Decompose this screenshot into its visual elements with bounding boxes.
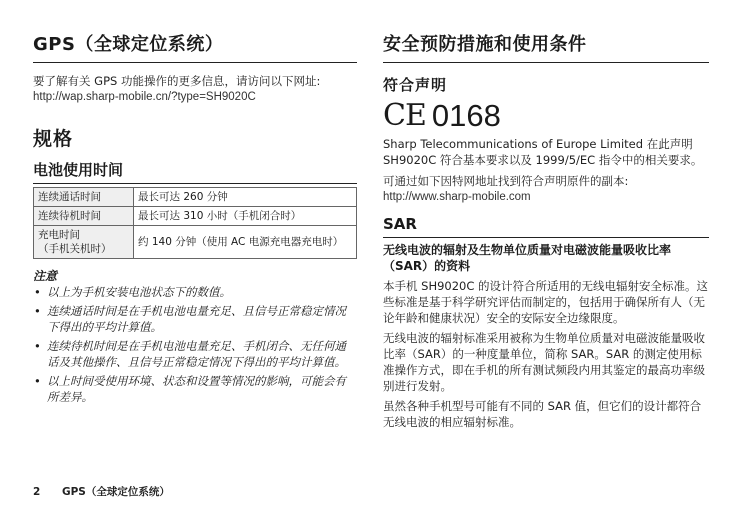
declaration-url[interactable]: http://www.sharp-mobile.com [383,191,531,203]
list-item [33,373,357,405]
safety-heading: 安全预防措施和使用条件 [383,34,709,63]
note-text: 以上时间受使用环境、状态和设置等情况的影响，可能会有所差异。 [47,374,346,404]
ce-marking [383,99,709,133]
notes-list [33,284,357,405]
table-cell-key: 连续通话时间 [34,188,134,207]
spec-heading: 规格 [33,128,74,150]
note-text: 连续通话时间是在手机电池电量充足、且信号正常稳定情况下得出的平均计算值。 [47,304,346,334]
battery-table [33,187,357,259]
page-number: 2 [33,486,41,498]
gps-text: 要了解有关 GPS 功能操作的更多信息，请访问以下网址: [33,74,321,88]
table-row [34,226,357,259]
footer-section: GPS（全球定位系统） [61,486,170,498]
sar-paragraph-3: 虽然各种手机型号可能有不同的 SAR 值，但它们的设计都符合无线电波的相应辐射标准。 [383,399,702,429]
bullet-icon: • [34,285,41,299]
declaration-heading: 符合声明 [383,76,448,94]
declaration-text-2: 可通过如下因特网地址找到符合声明原件的副本: [383,174,629,188]
right-column [383,34,709,430]
sar-heading: SAR [383,215,709,238]
list-item [33,284,357,300]
note-heading: 注意 [33,269,58,283]
table-row [34,188,357,207]
bullet-icon: • [34,374,41,388]
sar-subheading: 无线电波的辐射及生物单位质量对电磁波能量吸收比率（SAR）的资料 [383,243,672,273]
gps-url[interactable]: http://wap.sharp-mobile.cn/?type=SH9020C [33,91,256,103]
battery-heading: 电池使用时间 [33,161,357,184]
table-cell-value: 最长可达 260 分钟 [134,188,357,207]
notified-body-number: 0168 [431,98,501,133]
table-cell-value: 最长可达 310 小时（手机闭合时） [134,207,357,226]
table-row [34,207,357,226]
table-cell-key: 充电时间 （手机关机时） [34,226,134,259]
note-text: 以上为手机安装电池状态下的数值。 [47,285,231,299]
table-cell-key: 连续待机时间 [34,207,134,226]
sar-paragraph-1: 本手机 SH9020C 的设计符合所适用的无线电辐射安全标准。这些标准是基于科学研究评估而制定的，包括用于确保所有人（无论年龄和健康状况）安全的安际安全边缘限度。 [383,279,709,325]
list-item [33,303,357,335]
ce-logo: CE [383,98,426,133]
sar-paragraph-2: 无线电波的辐射标准采用被称为生物单位质量对电磁波能量吸收比率（SAR）的一种度量单位，简称 SAR。SAR 的测定使用标准操作方式，即在手机的所有测试频段内用其鉴定的最高功率级别进行发射。 [383,331,705,393]
table-cell-value: 约 140 分钟（使用 AC 电源充电器充电时） [134,226,357,259]
bullet-icon: • [34,304,41,318]
list-item [33,338,357,370]
note-text: 连续待机时间是在手机电池电量充足、手机闭合、无任何通话及其他操作、且信号正常稳定情况下得出的平均计算值。 [47,339,346,369]
bullet-icon: • [34,339,41,353]
declaration-text: Sharp Telecommunications of Europe Limited 在此声明 SH9020C 符合基本要求以及 1999/5/EC 指令中的相关要求。 [383,137,703,167]
left-column [33,34,357,408]
page-footer [33,484,170,499]
gps-heading: GPS（全球定位系统） [33,34,357,63]
